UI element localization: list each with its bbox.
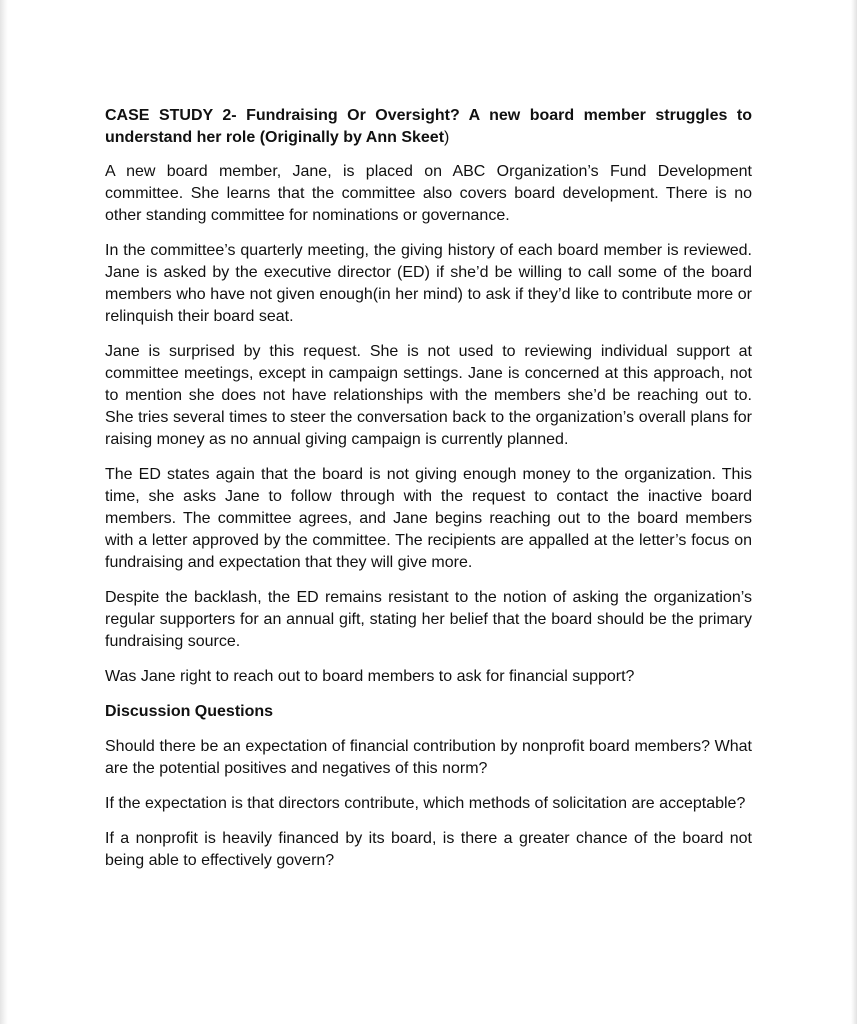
discussion-question-3: If a nonprofit is heavily financed by its board, is there a greater chance of the board not being able to effectively govern?	[105, 830, 752, 869]
discussion-question-2: If the expectation is that directors contribute, which methods of solicitation are acceptable?	[105, 795, 746, 812]
page-left-edge	[0, 0, 8, 1024]
page-right-edge	[851, 0, 857, 1024]
discussion-question-1: Should there be an expectation of financial contribution by nonprofit board members? What are the potential positives and negatives of this norm?	[105, 738, 752, 777]
paragraph-backlash: Despite the backlash, the ED remains resistant to the notion of asking the organization’s regular supporters for an annual gift, stating her belief that the board should be the primary fundraising source.	[105, 589, 752, 650]
paragraph-intro: A new board member, Jane, is placed on ABC Organization’s Fund Development committee. She learns that the committee also covers board development. There is no other standing committee for nominations or governance.	[105, 163, 752, 224]
paragraph-question: Was Jane right to reach out to board members to ask for financial support?	[105, 668, 635, 685]
document-page	[105, 105, 752, 885]
discussion-questions-heading: Discussion Questions	[105, 703, 274, 720]
case-study-title	[105, 105, 752, 149]
title-closing-paren: )	[444, 129, 450, 146]
title-bold-text: CASE STUDY 2- Fundraising Or Oversight? A new board member struggles to understand her role (Originally by Ann Skeet	[105, 107, 752, 146]
paragraph-jane-surprised: Jane is surprised by this request. She is not used to reviewing individual support at committee meetings, except in campaign settings. Jane is concerned at this approach, not to mention she does not have relationships with the members she’d be reaching out to. She tries several times to steer the conversation back to the organization’s overall plans for raising money as no annual giving campaign is currently planned.	[105, 343, 752, 448]
paragraph-ed-states: The ED states again that the board is not giving enough money to the organization. This time, she asks Jane to follow through with the request to contact the inactive board members. The committee agrees, and Jane begins reaching out to the board members with a letter approved by the committee. The recipients are appalled at the letter’s focus on fundraising and expectation that they will give more.	[105, 466, 752, 571]
paragraph-quarterly-meeting: In the committee’s quarterly meeting, the giving history of each board member is reviewed. Jane is asked by the executive director (ED) if she’d be willing to call some of the board members who have not given enough(in her mind) to ask if they’d like to contribute more or relinquish their board seat.	[105, 242, 752, 325]
